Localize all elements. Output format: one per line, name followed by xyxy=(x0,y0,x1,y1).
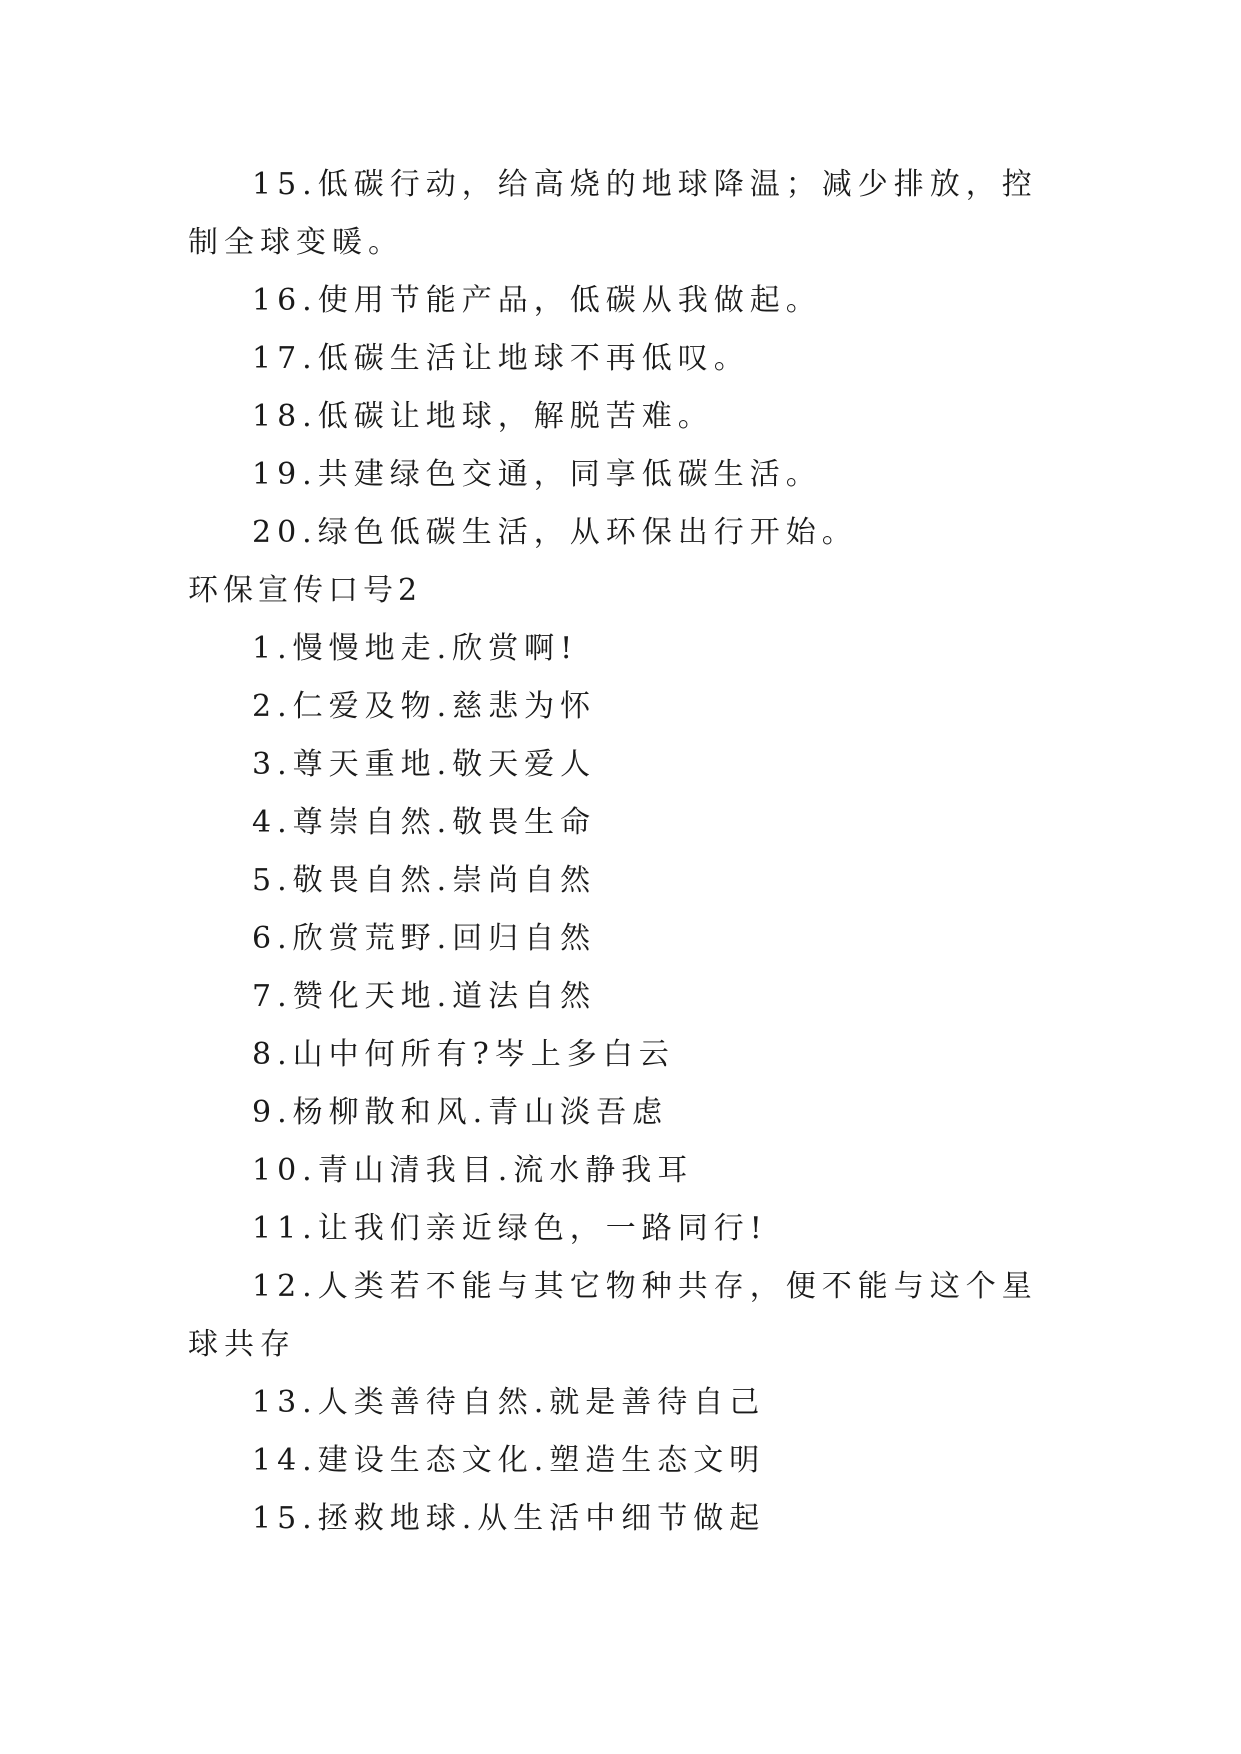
slogan-2-4: 4.尊崇自然.敬畏生命 xyxy=(252,805,597,840)
slogan-2-14: 14.建设生态文化.塑造生态文明 xyxy=(252,1443,766,1478)
slogan-2-15: 15.拯救地球.从生活中细节做起 xyxy=(252,1501,766,1536)
section-heading: 环保宣传口号2 xyxy=(188,573,423,608)
slogan-20: 20.绿色低碳生活，从环保出行开始。 xyxy=(252,515,858,550)
slogan-2-12: 12.人类若不能与其它物种共存，便不能与这个星球共存 xyxy=(188,1269,1038,1362)
slogan-2-3: 3.尊天重地.敬天爱人 xyxy=(252,747,597,782)
slogan-16: 16.使用节能产品，低碳从我做起。 xyxy=(252,283,822,318)
slogan-15-low-carbon: 15.低碳行动，给高烧的地球降温；减少排放，控制全球变暖。 xyxy=(188,167,1038,260)
document-body xyxy=(188,156,1058,1548)
slogan-19: 19.共建绿色交通，同享低碳生活。 xyxy=(252,457,822,492)
slogan-2-8: 8.山中何所有?岑上多白云 xyxy=(252,1037,675,1072)
slogan-2-11: 11.让我们亲近绿色，一路同行! xyxy=(252,1211,768,1246)
slogan-2-7: 7.赞化天地.道法自然 xyxy=(252,979,597,1014)
slogan-18: 18.低碳让地球，解脱苦难。 xyxy=(252,399,714,434)
slogan-2-5: 5.敬畏自然.崇尚自然 xyxy=(252,863,597,898)
slogan-2-9: 9.杨柳散和风.青山淡吾虑 xyxy=(252,1095,669,1130)
slogan-2-1: 1.慢慢地走.欣赏啊! xyxy=(252,631,579,666)
slogan-2-13: 13.人类善待自然.就是善待自己 xyxy=(252,1385,766,1420)
slogan-17: 17.低碳生活让地球不再低叹。 xyxy=(252,341,750,376)
slogan-2-10: 10.青山清我目.流水静我耳 xyxy=(252,1153,694,1188)
slogan-2-6: 6.欣赏荒野.回归自然 xyxy=(252,921,597,956)
slogan-2-2: 2.仁爱及物.慈悲为怀 xyxy=(252,689,597,724)
